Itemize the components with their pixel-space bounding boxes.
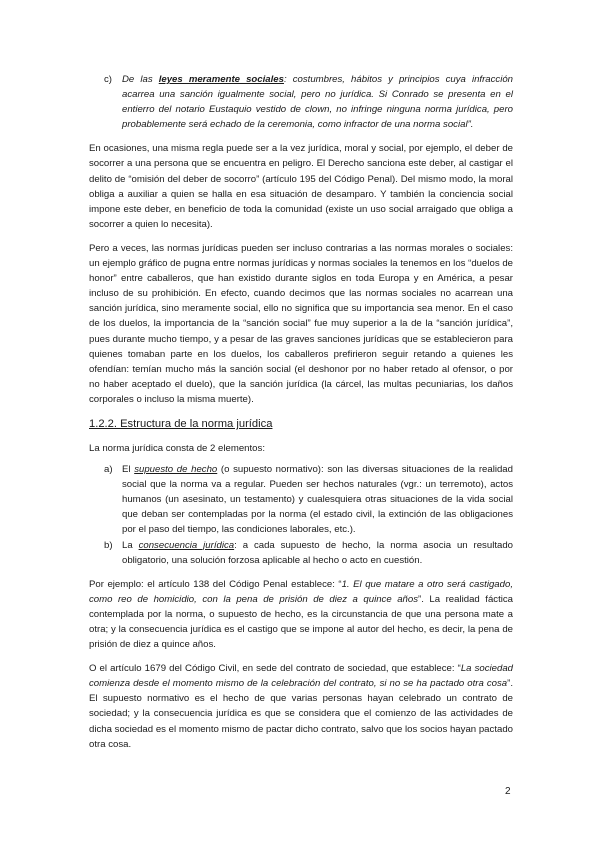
key-term: leyes meramente sociales — [158, 74, 284, 85]
key-term: supuesto de hecho — [134, 464, 218, 476]
paragraph: En ocasiones, una misma regla puede ser a la vez jurídica, moral y social, por ejemplo, el deber de socorrer a una persona que se encuentra en peligro. El Derecho sanciona este deber, al castigar el delito de “omisión del deber de socorro” (artículo 195 del Código Penal). Del mismo modo, la moral obliga a auxiliar a quien se halla en esa situación de desamparo. Y también la conciencia social impone este deber, en beneficio de toda la comunidad (existe un uso social arraigado que obliga a socorrer a quien lo necesita). — [89, 143, 513, 230]
paragraph: Pero a veces, las normas jurídicas pueden ser incluso contrarias a las normas morales o sociales: un ejemplo gráfico de pugna entre normas jurídicas y normas sociales la tenemos en los “duelos de honor” entre caballeros, que han existido durante siglos en toda Europa y en América, a pesar incluso de su prohibición. En efecto, cuando decimos que las normas sociales no acarrean una sanción jurídica, sino meramente social, ello no significa que su importancia sea menor. En el caso de los duelos, la importancia de la “sanción social” fue muy superior a la de la “sanción jurídica”, pues durante mucho tiempo, y a pesar de las graves sanciones jurídicas que se establecieron para quienes tomaban parte en los duelos, los caballeros prefirieron seguir retando a quienes les ofendían: temían mucho más la sanción social (el deshonor por no haber retado al ofensor, o por no haber aceptado el duelo), que la sanción jurídica (la cárcel, las multas pecuniarias, los daños corporales o incluso la misma muerte). — [89, 242, 513, 405]
list-marker: c) — [104, 74, 112, 85]
list-item-a — [89, 462, 513, 537]
list-item-b — [89, 538, 513, 568]
list-item-text: El supuesto de hecho (o supuesto normativo): son las diversas situaciones de la realidad social que la norma va a regular. Pueden ser hechos naturales (vgr.: un terremoto), actos humanos (un asesinato, un testamento) y cualesquiera otras situaciones de la vida social que deban ser contempladas por la norma (el estado civil, la extinción de las obligaciones por el paso del tiempo, las condiciones laborales, etc.). — [122, 464, 513, 536]
key-term: consecuencia jurídica — [138, 539, 235, 551]
paragraph: La norma jurídica consta de 2 elementos: — [89, 442, 265, 454]
list-item-text: La consecuencia jurídica: a cada supuesto de hecho, la norma asocia un resultado obligatorio, una solución forzosa aplicable al hecho o acto en cuestión. — [122, 539, 513, 566]
legal-quote: 1. El que matare a otro será castigado, como reo de homicidio, con la pena de prisión de diez a quince años — [89, 578, 513, 605]
legal-quote: La sociedad comienza desde el momento mismo de la celebración del contrato, si no se ha pactado otra cosa — [89, 663, 513, 690]
section-heading: 1.2.2. Estructura de la norma jurídica — [89, 417, 273, 430]
paragraph: Por ejemplo: el artículo 138 del Código Penal establece: “1. El que matare a otro será castigado, como reo de homicidio, con la pena de prisión de diez a quince años”. La realidad fáctica contemplada por la norma, o supuesto de hecho, es la circunstancia de que una persona mate a otra; y la consecuencia jurídica es el castigo que se impone al autor del hecho, es decir, la pena de prisión de diez a quince años. — [89, 578, 514, 651]
page-content — [89, 72, 513, 752]
list-item-text: De las leyes meramente sociales: costumbres, hábitos y principios cuya infracción acarrea una sanción igualmente social, pero no jurídica. Si Conrado se presenta en el entierro del notario Eustaquio vestido de clown, no infringe ninguna norma jurídica, pero probablemente será echado de la ceremonia, como infractor de una norma social”. — [122, 74, 514, 131]
list-marker: b) — [104, 539, 113, 551]
paragraph: O el artículo 1679 del Código Civil, en sede del contrato de sociedad, que establece: “La sociedad comienza desde el momento mismo de la celebración del contrato, si no se ha pactado otra cosa”. El supuesto normativo es el hecho de que varias personas hayan celebrado un contrato de sociedad; y la consecuencia jurídica es que se considera que el comienzo de las actividades de dicha sociedad es el momento mismo de pactar dicho contrato, salvo que los socios hayan pactado otra cosa. — [89, 663, 513, 750]
list-marker: a) — [104, 464, 113, 476]
list-item-c — [89, 72, 513, 132]
page-number: 2 — [505, 786, 511, 797]
